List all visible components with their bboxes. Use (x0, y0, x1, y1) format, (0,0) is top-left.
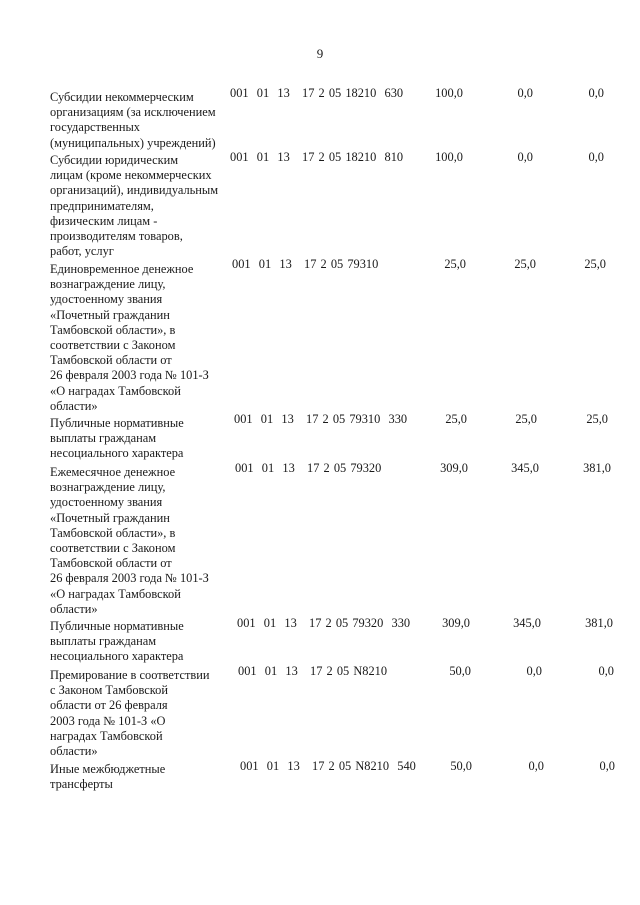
row-description: Субсидии некоммерческим организациям (за исключением государственных (муниципальных) учреждений) (50, 90, 216, 150)
table-row (0, 86, 640, 150)
row-description: Единовременное денежное вознаграждение лицу, удостоенному звания «Почетный гражданин Тамбовской области», в соответствии с Законом Тамбовской области от 26 февраля 2003 года № 101-З «О наградах Тамбовской области» (50, 262, 209, 413)
table-row (0, 461, 640, 616)
table-row (0, 616, 640, 664)
row-description: Премирование в соответствии с Законом Тамбовской области от 26 февраля 2003 года № 101-З «О наградах Тамбовской области» (50, 668, 210, 759)
table-row (0, 150, 640, 259)
row-budget-code: 001 01 13 17 2 05 18210 630 (230, 86, 404, 100)
row-value-1: 50,0 (449, 664, 471, 678)
row-description: Публичные нормативные выплаты гражданам несоциального характера (50, 619, 184, 664)
row-value-3: 381,0 (583, 461, 611, 475)
row-value-3: 0,0 (598, 664, 614, 678)
row-budget-code: 001 01 13 17 2 05 79320 330 (237, 616, 411, 630)
row-value-1: 25,0 (444, 257, 466, 271)
row-value-2: 0,0 (517, 86, 533, 100)
row-value-1: 309,0 (442, 616, 470, 630)
row-value-3: 0,0 (588, 86, 604, 100)
row-value-3: 25,0 (584, 257, 606, 271)
row-budget-code: 001 01 13 17 2 05 79310 330 (234, 412, 408, 426)
page-number: 9 (316, 46, 324, 61)
row-value-3: 381,0 (585, 616, 613, 630)
row-value-2: 0,0 (528, 759, 544, 773)
table-row (0, 664, 640, 759)
row-description: Ежемесячное денежное вознаграждение лицу, удостоенному звания «Почетный гражданин Тамбовской области», в соответствии с Законом Тамбовской области от 26 февраля 2003 года № 101-З «О наградах Тамбовской области» (50, 465, 209, 616)
row-value-1: 100,0 (435, 86, 463, 100)
row-value-2: 0,0 (517, 150, 533, 164)
row-value-3: 0,0 (599, 759, 615, 773)
row-description: Иные межбюджетные трансферты (50, 762, 166, 792)
table-row (0, 257, 640, 413)
row-budget-code: 001 01 13 17 2 05 79320 (235, 461, 382, 475)
row-value-2: 0,0 (526, 664, 542, 678)
row-value-2: 25,0 (515, 412, 537, 426)
row-budget-code: 001 01 13 17 2 05 N8210 540 (240, 759, 416, 773)
row-value-1: 50,0 (450, 759, 472, 773)
row-value-1: 100,0 (435, 150, 463, 164)
row-budget-code: 001 01 13 17 2 05 18210 810 (230, 150, 404, 164)
row-value-1: 25,0 (445, 412, 467, 426)
row-description: Субсидии юридическим лицам (кроме некоммерческих организаций), индивидуальным предпринимателям, физическим лицам - производителям товаров, работ, услуг (50, 153, 219, 259)
row-budget-code: 001 01 13 17 2 05 79310 (232, 257, 379, 271)
row-value-2: 345,0 (511, 461, 539, 475)
row-value-3: 0,0 (588, 150, 604, 164)
row-value-1: 309,0 (440, 461, 468, 475)
row-value-2: 25,0 (514, 257, 536, 271)
row-value-2: 345,0 (513, 616, 541, 630)
row-budget-code: 001 01 13 17 2 05 N8210 (238, 664, 388, 678)
table-row (0, 412, 640, 461)
row-value-3: 25,0 (586, 412, 608, 426)
table-row (0, 759, 640, 792)
row-description: Публичные нормативные выплаты гражданам несоциального характера (50, 416, 184, 461)
